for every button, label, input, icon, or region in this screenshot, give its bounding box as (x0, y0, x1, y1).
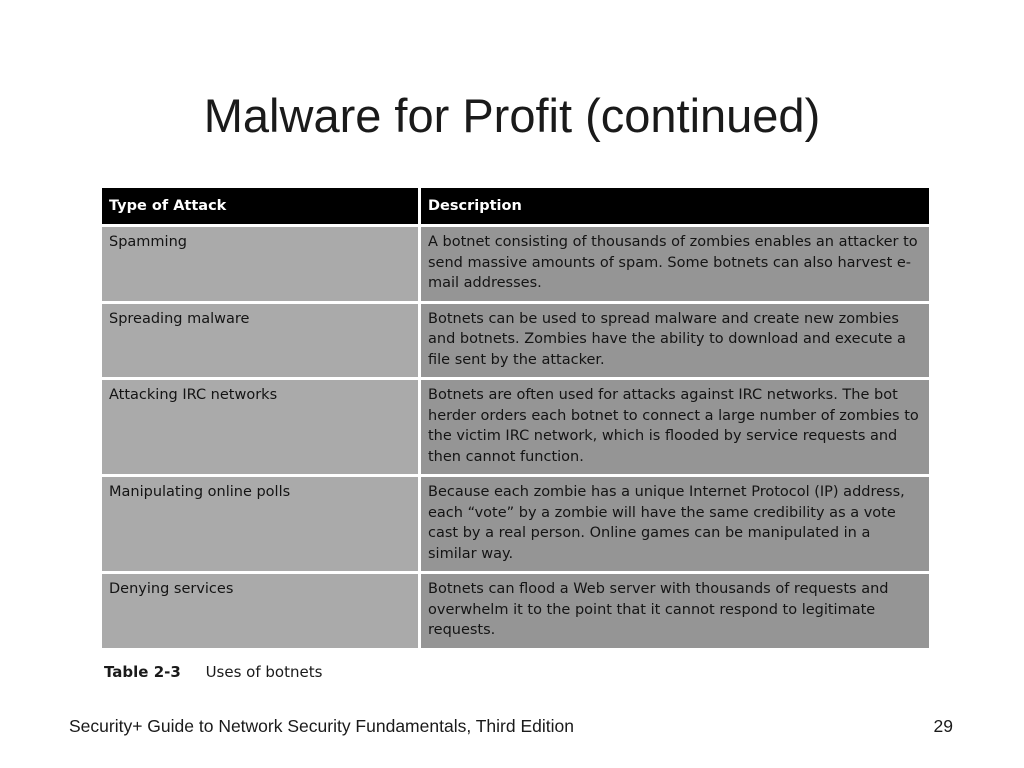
attack-type-cell: Attacking IRC networks (102, 380, 421, 477)
table-row (102, 227, 929, 304)
attack-type-cell: Manipulating online polls (102, 477, 421, 574)
slide-title: Malware for Profit (continued) (203, 89, 821, 142)
attack-description-cell: A botnet consisting of thousands of zombies enables an attacker to send massive amounts of spam. Some botnets can also harvest e-mail addresses. (421, 227, 929, 304)
attack-type-cell: Spreading malware (102, 304, 421, 381)
attack-description-cell: Botnets can be used to spread malware and create new zombies and botnets. Zombies have the ability to download and execute a file sent by the attacker. (421, 304, 929, 381)
footer-book-title: Security+ Guide to Network Security Fundamentals, Third Edition (69, 716, 574, 736)
attack-type-cell: Spamming (102, 227, 421, 304)
header-type-of-attack: Type of Attack (102, 188, 421, 227)
table-row (102, 477, 929, 574)
table-caption-text: Uses of botnets (205, 663, 323, 681)
table-caption-number: Table 2-3 (104, 663, 181, 681)
attack-description-cell: Botnets are often used for attacks against IRC networks. The bot herder orders each botnet to connect a large number of zombies to the victim IRC network, which is flooded by service requests and then cannot function. (421, 380, 929, 477)
attack-type-cell: Denying services (102, 574, 421, 648)
table-row (102, 380, 929, 477)
header-description: Description (421, 188, 929, 227)
table-row (102, 304, 929, 381)
page-number: 29 (933, 716, 953, 736)
table-caption (104, 663, 322, 681)
botnet-uses-table (102, 188, 929, 648)
table-row (102, 574, 929, 648)
attack-description-cell: Because each zombie has a unique Internet Protocol (IP) address, each “vote” by a zombie will have the same credibility as a vote cast by a real person. Online games can be manipulated in a similar way. (421, 477, 929, 574)
table-header-row (102, 188, 929, 227)
attack-description-cell: Botnets can flood a Web server with thousands of requests and overwhelm it to the point that it cannot respond to legitimate requests. (421, 574, 929, 648)
